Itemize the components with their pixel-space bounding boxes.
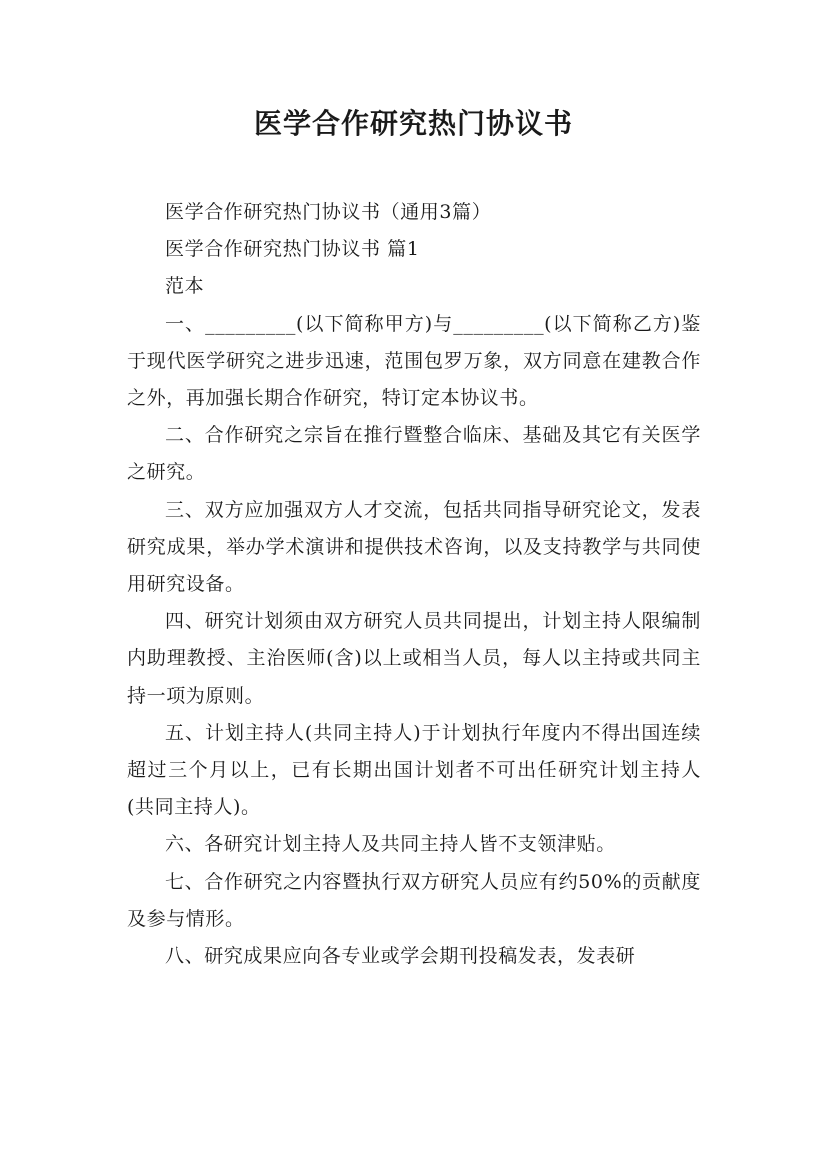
paragraph-clause-3: 三、双方应加强双方人才交流，包括共同指导研究论文，发表研究成果，举办学术演讲和提供技术咨询，以及支持教学与共同使用研究设备。 — [127, 498, 701, 596]
paragraph-section-heading: 医学合作研究热门协议书 篇1 — [165, 238, 420, 261]
paragraph-clause-1: 一、_________(以下简称甲方)与_________(以下简称乙方)鉴于现代医学研究之进步迅速，范围包罗万象，双方同意在建教合作之外，再加强长期合作研究，特订定本协议书。 — [127, 312, 701, 410]
document-title: 医学合作研究热门协议书 — [253, 107, 573, 140]
paragraph-clause-8: 八、研究成果应向各专业或学会期刊投稿发表，发表研 — [165, 945, 636, 968]
paragraph-clause-6: 六、各研究计划主持人及共同主持人皆不支领津贴。 — [165, 833, 616, 856]
paragraph-subtitle: 医学合作研究热门协议书（通用3篇） — [165, 201, 492, 223]
paragraph-clause-2: 二、合作研究之宗旨在推行暨整合临床、基础及其它有关医学之研究。 — [127, 424, 701, 484]
paragraph-template-label: 范本 — [165, 275, 205, 298]
document-body — [127, 194, 701, 975]
paragraph-clause-4: 四、研究计划须由双方研究人员共同提出，计划主持人限编制内助理教授、主治医师(含)以上或相当人员，每人以主持或共同主持一项为原则。 — [127, 610, 701, 707]
paragraph-clause-5: 五、计划主持人(共同主持人)于计划执行年度内不得出国连续超过三个月以上，已有长期出国计划者不可出任研究计划主持人(共同主持人)。 — [127, 721, 701, 819]
paragraph-clause-7: 七、合作研究之内容暨执行双方研究人员应有约50%的贡献度及参与情形。 — [127, 870, 701, 930]
